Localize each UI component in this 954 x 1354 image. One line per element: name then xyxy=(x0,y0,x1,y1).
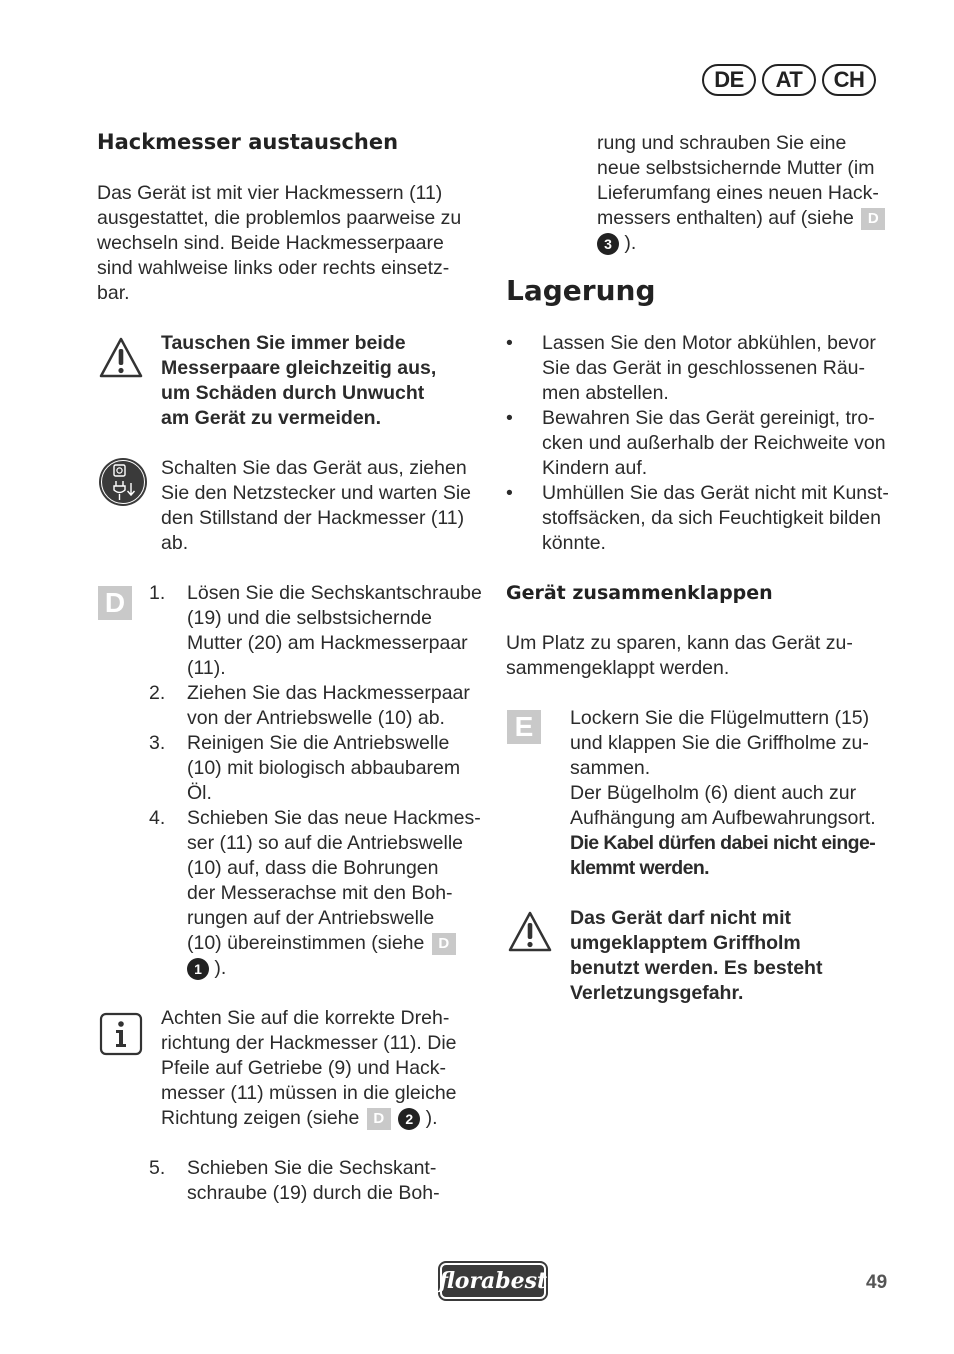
steps-list xyxy=(149,581,489,981)
step-item xyxy=(149,681,489,731)
fold-steps xyxy=(570,706,900,881)
fold-intro-line: sammengeklappt werden. xyxy=(506,657,730,679)
fold-line: Aufhängung am Aufbewahrungsort. xyxy=(570,807,876,829)
step5-continuation xyxy=(597,131,897,256)
fold-intro-line: Um Platz zu sparen, kann das Gerät zu- xyxy=(506,632,853,654)
info-line-text: Richtung zeigen (siehe xyxy=(161,1107,360,1129)
bullet-line: men abstellen. xyxy=(542,382,669,404)
continuation-line: Lieferumfang eines neuen Hack- xyxy=(597,182,879,204)
info-line: messer (11) müssen in die gleiche xyxy=(161,1082,457,1104)
language-badges xyxy=(702,64,876,96)
unplug-icon xyxy=(98,457,148,507)
lang-badge-at: AT xyxy=(762,64,816,96)
bullet-line: • Bewahren Sie das Gerät gereinigt, tro- xyxy=(542,407,875,429)
continuation-line xyxy=(597,206,897,231)
fold-line: Der Bügelholm (6) dient auch zur xyxy=(570,782,857,804)
bullet-line: cken und außerhalb der Reichweite von xyxy=(542,432,886,454)
step-item xyxy=(149,1156,489,1206)
step-line: der Messerachse mit den Boh- xyxy=(187,882,453,904)
florabest-logo: florabest xyxy=(440,1263,546,1299)
heading-zusammenklappen: Gerät zusammenklappen xyxy=(506,582,773,604)
unplug-note xyxy=(161,456,491,556)
info-line: richtung der Hackmesser (11). Die xyxy=(161,1032,457,1054)
step-close: ). xyxy=(214,957,227,979)
step-number: 1. xyxy=(149,582,166,604)
bullet-line: Sie das Gerät in geschlossenen Räu- xyxy=(542,357,866,379)
figure-ref-letter: D xyxy=(432,933,456,955)
fold-line: und klappen Sie die Griffholme zu- xyxy=(570,732,869,754)
bullet-line: • Umhüllen Sie das Gerät nicht mit Kunst- xyxy=(542,482,889,504)
bullet-line: stoffsäcken, da sich Feuchtigkeit bilden xyxy=(542,507,881,529)
unplug-line: den Stillstand der Hackmesser (11) xyxy=(161,507,465,529)
step-line xyxy=(187,956,489,981)
warning-text-left xyxy=(161,331,491,431)
warning-line: Verletzungsgefahr. xyxy=(570,982,744,1004)
bullet-item xyxy=(506,481,901,556)
warning-line: umgeklapptem Griffholm xyxy=(570,932,801,954)
step-line: Mutter (20) am Hackmesserpaar xyxy=(187,632,468,654)
bullet-line: könnte. xyxy=(542,532,606,554)
bullet-item xyxy=(506,406,901,481)
fold-line-bold: klemmt werden. xyxy=(570,857,709,879)
unplug-line: Schalten Sie das Gerät aus, ziehen xyxy=(161,457,467,479)
fold-line: Lockern Sie die Flügelmuttern (15) xyxy=(570,707,870,729)
info-close: ). xyxy=(425,1107,438,1129)
step-line: (19) und die selbstsichernde xyxy=(187,607,432,629)
storage-bullets xyxy=(506,331,901,556)
step-line: ser (11) so auf die Antriebswelle xyxy=(187,832,464,854)
warning-line: Tauschen Sie immer beide xyxy=(161,332,406,354)
figure-ref-number: 2 xyxy=(398,1108,420,1130)
step-number: 5. xyxy=(149,1157,166,1179)
continuation-line-text: messers enthalten) auf (siehe xyxy=(597,207,854,229)
warning-line: um Schäden durch Unwucht xyxy=(161,382,425,404)
step-line: Öl. xyxy=(187,782,212,804)
figure-letter-e: E xyxy=(507,710,541,744)
info-note xyxy=(161,1006,491,1131)
figure-ref-number: 1 xyxy=(187,958,209,980)
step-line xyxy=(187,931,489,956)
intro-line: sind wahlweise links oder rechts einsetz- xyxy=(97,257,450,279)
lang-badge-de: DE xyxy=(702,64,756,96)
step-number: 3. xyxy=(149,732,166,754)
step-line: Lösen Sie die Sechskantschraube xyxy=(187,582,482,604)
continuation-line: rung und schrauben Sie eine xyxy=(597,132,847,154)
warning-line: benutzt werden. Es besteht xyxy=(570,957,823,979)
info-icon xyxy=(99,1012,143,1056)
fold-line-bold: Die Kabel dürfen dabei nicht einge- xyxy=(570,832,876,854)
step-line: (11). xyxy=(187,657,226,679)
continuation-line: neue selbstsichernde Mutter (im xyxy=(597,157,875,179)
warning-triangle-icon xyxy=(507,910,553,954)
step-line: rungen auf der Antriebswelle xyxy=(187,907,435,929)
warning-triangle-icon xyxy=(98,336,144,380)
step-line: (10) auf, dass die Bohrungen xyxy=(187,857,439,879)
info-line: Achten Sie auf die korrekte Dreh- xyxy=(161,1007,450,1029)
step-number: 4. xyxy=(149,807,166,829)
step-item xyxy=(149,731,489,806)
figure-ref-number: 3 xyxy=(597,233,619,255)
heading-hackmesser: Hackmesser austauschen xyxy=(97,130,399,154)
intro-line: bar. xyxy=(97,282,130,304)
info-line: Pfeile auf Getriebe (9) und Hack- xyxy=(161,1057,447,1079)
lang-badge-ch: CH xyxy=(822,64,876,96)
continuation-close: ). xyxy=(624,232,637,254)
continuation-line xyxy=(597,231,897,256)
unplug-line: ab. xyxy=(161,532,189,554)
step-item xyxy=(149,581,489,681)
figure-letter-d: D xyxy=(98,586,132,620)
figure-ref-letter: D xyxy=(861,208,885,230)
page-number: 49 xyxy=(866,1272,888,1293)
step-line: von der Antriebswelle (10) ab. xyxy=(187,707,445,729)
unplug-line: Sie den Netzstecker und warten Sie xyxy=(161,482,472,504)
intro-line: wechseln sind. Beide Hackmesserpaare xyxy=(97,232,444,254)
step-line: Ziehen Sie das Hackmesserpaar xyxy=(187,682,470,704)
step-number: 2. xyxy=(149,682,166,704)
steps-list-continued xyxy=(149,1156,489,1206)
step-item xyxy=(149,806,489,981)
step-line: schraube (19) durch die Boh- xyxy=(187,1182,440,1204)
bullet-line: Kindern auf. xyxy=(542,457,648,479)
warning-line: Messerpaare gleichzeitig aus, xyxy=(161,357,437,379)
heading-lagerung: Lagerung xyxy=(506,274,656,307)
intro-line: ausgestattet, die problemlos paarweise zu xyxy=(97,207,462,229)
intro-line: Das Gerät ist mit vier Hackmessern (11) xyxy=(97,182,443,204)
fold-line: sammen. xyxy=(570,757,651,779)
step-line: Schieben Sie die Sechskant- xyxy=(187,1157,437,1179)
info-line xyxy=(161,1106,491,1131)
intro-paragraph xyxy=(97,181,487,306)
step-line-text: (10) übereinstimmen (siehe xyxy=(187,932,425,954)
warning-line: Das Gerät darf nicht mit xyxy=(570,907,792,929)
fold-intro xyxy=(506,631,901,681)
step-line: Schieben Sie das neue Hackmes- xyxy=(187,807,481,829)
warning-text-right xyxy=(570,906,900,1006)
step-line: (10) mit biologisch abbaubarem xyxy=(187,757,461,779)
warning-line: am Gerät zu vermeiden. xyxy=(161,407,382,429)
bullet-item xyxy=(506,331,901,406)
bullet-line: • Lassen Sie den Motor abkühlen, bevor xyxy=(542,332,876,354)
step-line: Reinigen Sie die Antriebswelle xyxy=(187,732,450,754)
figure-ref-letter: D xyxy=(367,1108,391,1130)
